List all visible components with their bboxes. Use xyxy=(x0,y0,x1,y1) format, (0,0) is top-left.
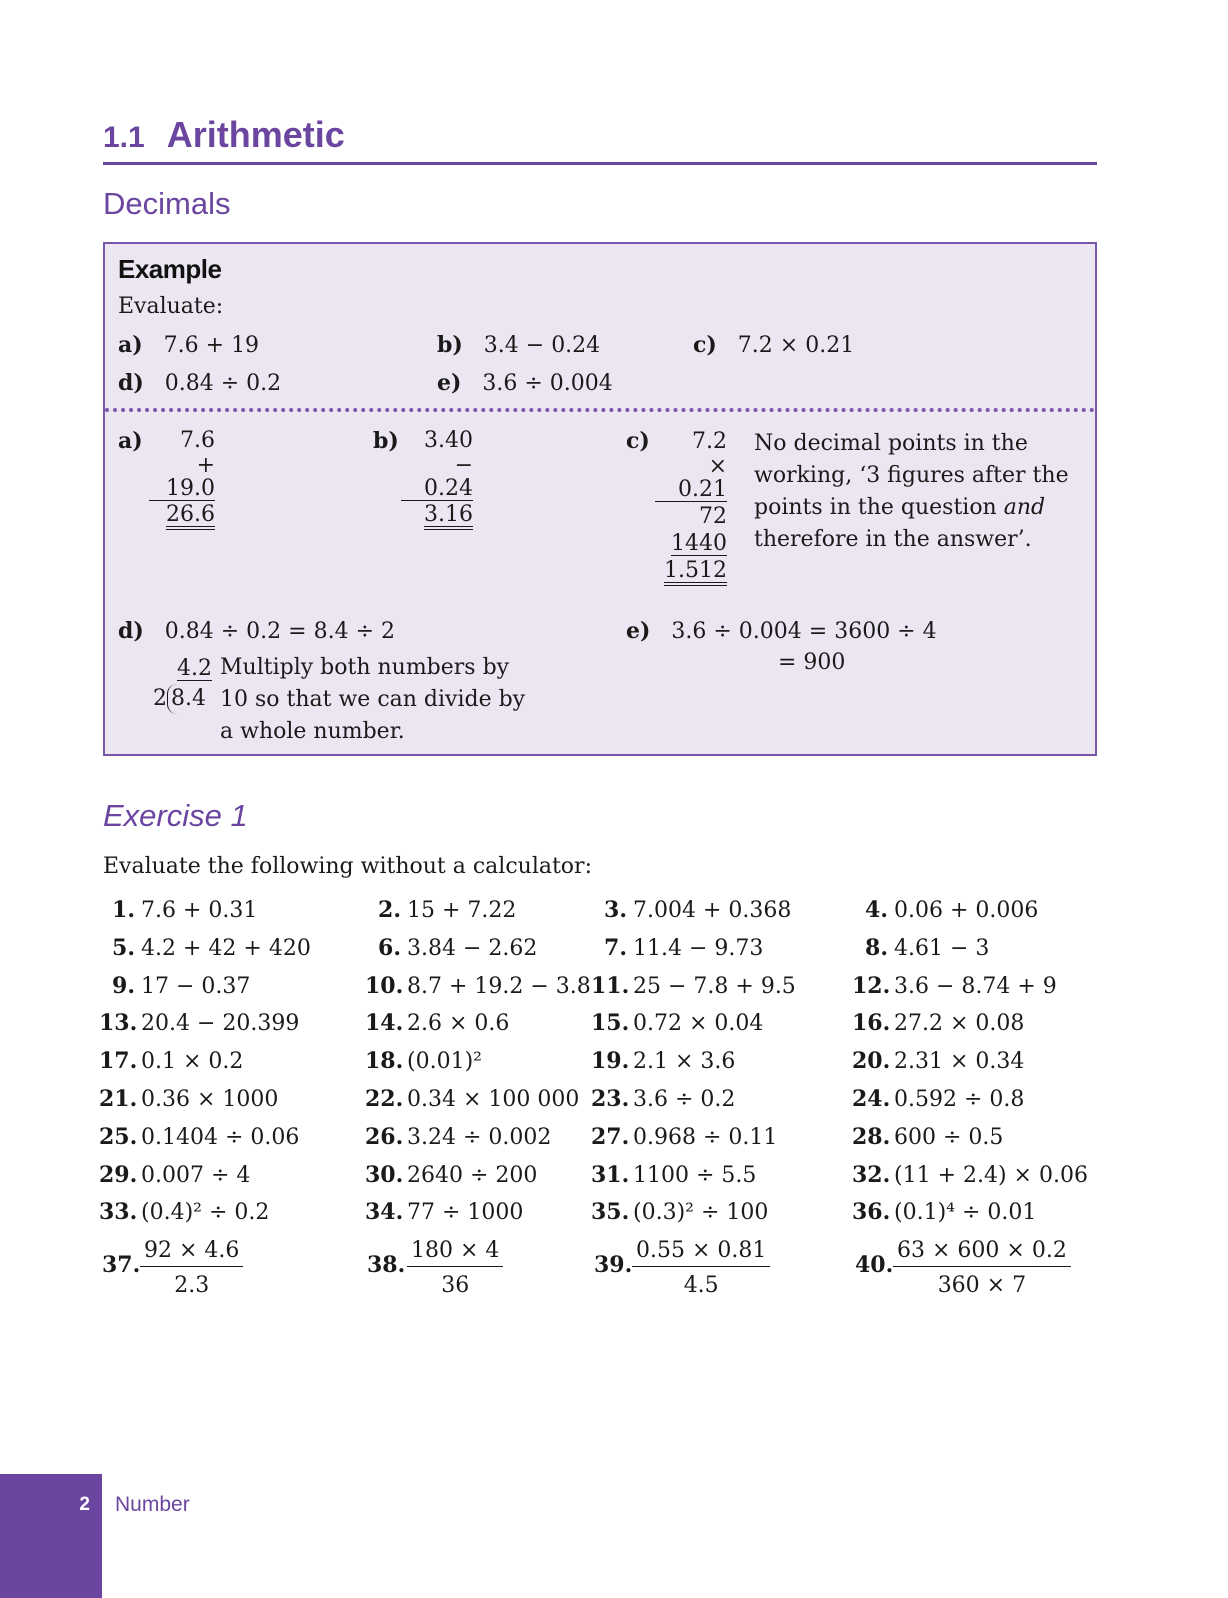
example-title: Example xyxy=(118,254,222,284)
exercise-item xyxy=(99,1124,299,1150)
section-title: Arithmetic xyxy=(166,114,345,155)
exercise-item xyxy=(99,1086,278,1112)
solution-d-line: d) 0.84 ÷ 0.2 = 8.4 ÷ 2 xyxy=(118,618,395,644)
question-number: 8. xyxy=(865,934,888,961)
exercise-item xyxy=(365,1162,537,1188)
exercise-item xyxy=(591,973,796,999)
question-expression: 4.61 − 3 xyxy=(894,935,990,961)
solution-b-working: 3.40 − 0.24 3.16 xyxy=(401,428,473,530)
question-expression: 15 + 7.22 xyxy=(407,898,517,923)
question-expression: (0.1)⁴ ÷ 0.01 xyxy=(894,1200,1037,1226)
exercise-item xyxy=(852,935,989,961)
question-expression: 8.7 + 19.2 − 3.8 xyxy=(407,973,591,999)
question-expression: 0.968 ÷ 0.11 xyxy=(633,1124,778,1150)
question-expression: (0.01)² xyxy=(407,1049,482,1075)
question-number: 36. xyxy=(852,1199,891,1226)
question-expression: 7.004 + 0.368 xyxy=(633,898,792,923)
solution-e-line2: = 900 xyxy=(778,650,846,675)
exercise-item xyxy=(99,973,250,999)
fraction-question: $\frac{92 \times 4.6}{2.3}$ xyxy=(140,1238,243,1298)
question-number: 25. xyxy=(99,1123,138,1150)
question-number: 34. xyxy=(365,1199,404,1226)
exercise-item xyxy=(591,1162,756,1188)
exercise-item xyxy=(852,1162,1088,1188)
example-question-d: d) 0.84 ÷ 0.2 xyxy=(118,370,282,396)
exercise-item xyxy=(591,1124,777,1150)
question-number: 4. xyxy=(865,897,888,923)
footer-chapter-label: Number xyxy=(115,1493,190,1516)
exercise-item xyxy=(852,1199,1036,1225)
question-expression: 0.72 × 0.04 xyxy=(633,1011,764,1037)
question-expression: 2.1 × 3.6 xyxy=(633,1049,736,1075)
exercise-item xyxy=(591,1086,735,1112)
example-question-a: a) 7.6 + 19 xyxy=(118,332,260,358)
fraction-question: $\frac{180 \times 4}{36}$ xyxy=(407,1238,503,1298)
exercise-item xyxy=(99,1048,243,1074)
question-number: 6. xyxy=(378,934,401,961)
exercise-item xyxy=(365,973,591,999)
question-expression: 7.6 + 0.31 xyxy=(141,898,258,923)
question-number: 28. xyxy=(852,1123,891,1150)
exercise-item xyxy=(852,1048,1024,1074)
question-expression: 3.6 ÷ 0.2 xyxy=(633,1087,736,1112)
example-question-c: c) 7.2 × 0.21 xyxy=(693,332,855,358)
question-number: 39. xyxy=(594,1252,633,1278)
question-expression: 1100 ÷ 5.5 xyxy=(633,1162,757,1188)
solution-b-label: b) xyxy=(373,428,399,454)
question-number: 40. xyxy=(855,1252,894,1278)
question-expression: 0.06 + 0.006 xyxy=(894,898,1039,923)
question-expression: 4.2 + 42 + 420 xyxy=(141,935,311,961)
question-expression: 3.24 ÷ 0.002 xyxy=(407,1124,552,1150)
dotted-divider xyxy=(105,408,1095,412)
section-heading xyxy=(103,114,345,156)
exercise-item xyxy=(99,1162,250,1188)
question-expression: 0.36 × 1000 xyxy=(141,1087,279,1112)
exercise-item xyxy=(852,897,1038,923)
question-number: 5. xyxy=(112,934,135,961)
exercise-item xyxy=(591,1199,768,1225)
question-number: 26. xyxy=(365,1123,404,1150)
exercise-item xyxy=(852,1086,1024,1112)
exercise-item xyxy=(591,1048,735,1074)
exercise-item xyxy=(852,1124,1003,1150)
question-number: 27. xyxy=(591,1123,630,1150)
exercise-item xyxy=(591,897,791,923)
question-expression: 2.31 × 0.34 xyxy=(894,1049,1025,1075)
footer-tab xyxy=(0,1474,102,1598)
section-divider xyxy=(103,162,1097,165)
question-number: 12. xyxy=(852,972,891,999)
question-expression: 11.4 − 9.73 xyxy=(633,935,764,961)
question-number: 30. xyxy=(365,1161,404,1188)
question-expression: 2640 ÷ 200 xyxy=(407,1162,538,1188)
solution-c-note: No decimal points in the working, ‘3 figures after the points in the question and therefore in the answer’. xyxy=(754,431,1069,552)
question-expression: 3.6 − 8.74 + 9 xyxy=(894,973,1057,999)
question-expression: (0.4)² ÷ 0.2 xyxy=(141,1200,270,1226)
section-number: 1.1 xyxy=(103,121,145,154)
question-number: 23. xyxy=(591,1086,630,1112)
question-expression: 0.1404 ÷ 0.06 xyxy=(141,1124,300,1150)
solution-e-line1: e) 3.6 ÷ 0.004 = 3600 ÷ 4 xyxy=(626,618,937,644)
fraction-question: $\frac{63 \times 600 \times 0.2}{360 \times 7}$ xyxy=(893,1238,1071,1298)
question-number: 1. xyxy=(112,897,135,923)
exercise-item xyxy=(365,1199,523,1225)
solution-c-label: c) xyxy=(626,428,650,454)
question-number: 11. xyxy=(591,972,630,999)
question-number: 16. xyxy=(852,1010,891,1037)
page-number: 2 xyxy=(79,1494,90,1515)
question-number: 31. xyxy=(591,1161,630,1188)
example-prompt: Evaluate: xyxy=(118,294,224,319)
question-expression: 77 ÷ 1000 xyxy=(407,1200,524,1226)
exercise-item xyxy=(99,935,311,961)
question-expression: 25 − 7.8 + 9.5 xyxy=(633,973,796,999)
exercise-item xyxy=(99,897,257,923)
question-number: 32. xyxy=(852,1161,891,1188)
question-expression: 27.2 × 0.08 xyxy=(894,1011,1025,1037)
question-expression: 0.007 ÷ 4 xyxy=(141,1162,251,1188)
question-number: 21. xyxy=(99,1086,138,1112)
example-question-b: b) 3.4 − 0.24 xyxy=(437,332,601,358)
question-number: 10. xyxy=(365,972,404,999)
question-number: 3. xyxy=(604,897,627,923)
question-number: 7. xyxy=(604,934,627,961)
exercise-item xyxy=(365,935,537,961)
exercise-item xyxy=(99,1199,269,1225)
question-number: 18. xyxy=(365,1048,404,1075)
question-expression: 0.1 × 0.2 xyxy=(141,1049,244,1075)
question-expression: 20.4 − 20.399 xyxy=(141,1011,300,1037)
question-number: 35. xyxy=(591,1199,630,1226)
question-expression: 600 ÷ 0.5 xyxy=(894,1124,1004,1150)
fraction-question: $\frac{0.55 \times 0.81}{4.5}$ xyxy=(632,1238,770,1298)
question-number: 24. xyxy=(852,1086,891,1112)
solution-a-working: 7.6 + 19.0 26.6 xyxy=(149,428,215,530)
solution-d-long-division: 4.2 2 8.4 xyxy=(153,654,212,714)
exercise-item xyxy=(365,1010,509,1036)
question-expression: 0.34 × 100 000 xyxy=(407,1087,580,1112)
question-number: 33. xyxy=(99,1199,138,1226)
exercise-item xyxy=(365,1048,482,1074)
question-expression: 3.84 − 2.62 xyxy=(407,935,538,961)
question-number: 15. xyxy=(591,1010,630,1037)
exercise-item xyxy=(852,1010,1024,1036)
exercise-item xyxy=(365,897,516,923)
question-number: 38. xyxy=(367,1252,406,1278)
question-number: 17. xyxy=(99,1048,138,1075)
solution-d-note: Multiply both numbers by 10 so that we can divide by a whole number. xyxy=(220,655,526,744)
question-number: 20. xyxy=(852,1048,891,1075)
question-number: 19. xyxy=(591,1048,630,1075)
exercise-instruction: Evaluate the following without a calculator: xyxy=(103,854,592,879)
question-expression: 17 − 0.37 xyxy=(141,973,251,999)
exercise-item xyxy=(852,973,1057,999)
example-question-e: e) 3.6 ÷ 0.004 xyxy=(437,370,613,396)
solution-c-working: 7.2 × 0.21 72 1440 1.512 xyxy=(655,428,727,586)
question-number: 22. xyxy=(365,1086,404,1112)
question-number: 29. xyxy=(99,1161,138,1188)
exercise-item xyxy=(365,1086,579,1112)
question-number: 13. xyxy=(99,1010,138,1037)
question-expression: 0.592 ÷ 0.8 xyxy=(894,1087,1025,1112)
question-number: 2. xyxy=(378,897,401,923)
subheading: Decimals xyxy=(103,186,231,221)
example-box xyxy=(103,242,1097,756)
exercise-item xyxy=(99,1010,299,1036)
solution-a-label: a) xyxy=(118,428,143,454)
question-number: 9. xyxy=(112,972,135,999)
question-number: 14. xyxy=(365,1010,404,1037)
question-expression: (11 + 2.4) × 0.06 xyxy=(894,1162,1088,1188)
question-number: 37. xyxy=(102,1252,141,1278)
exercise-item xyxy=(591,1010,763,1036)
exercise-item xyxy=(365,1124,551,1150)
question-expression: 2.6 × 0.6 xyxy=(407,1011,510,1037)
exercise-heading: Exercise 1 xyxy=(103,798,248,833)
exercise-item xyxy=(591,935,763,961)
question-expression: (0.3)² ÷ 100 xyxy=(633,1200,769,1226)
